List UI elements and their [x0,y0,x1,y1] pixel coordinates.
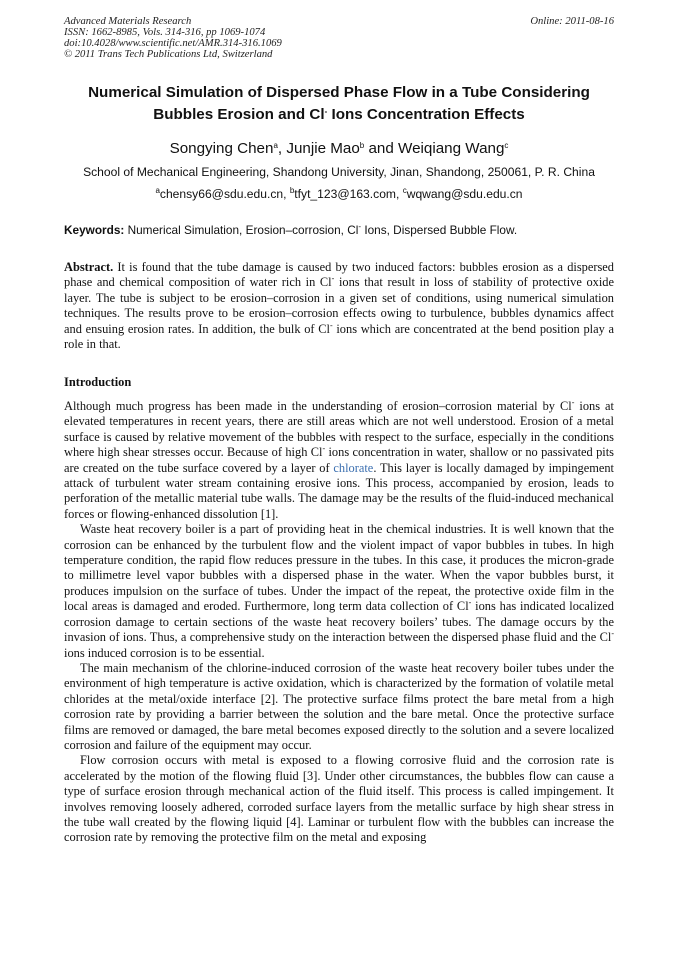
journal-copyright: © 2011 Trans Tech Publications Ltd, Switzerland [64,49,273,60]
paragraph: Waste heat recovery boiler is a part of providing heat in the chemical industries. It is well known that the corrosion can be enhanced by the turbulent flow and the violent impact of vapor bubbles in tubes. In high temperature condition, the rapid flow reduces pressure in the tubes. In this case, it produces the micron-grade to millimetre level vapor bubbles with a dispersed phase in the water. When the vapor bubbles burst, it produces impulsion on the surface of tubes. Under the impact of the repeat, the protective oxide film in the local areas is damaged and eroded. Furthermore, long term data collection of Cl- ions has indicated localized corrosion damage to certain sections of the waste heat recovery boilers’ tubes. The damage occurs by the invasion of ions. Thus, a comprehensive study on the interaction between the dispersed phase fluid and the Cl- ions induced corrosion is to be essential. [64,522,614,660]
paragraph: Although much progress has been made in the understanding of erosion–corrosion material by Cl- ions at elevated temperatures in recent years, there are still areas which are not well understood. Erosion of a metal surface is caused by relative movement of the bubbles with respect to the surface, especially in the conditions where high shear stresses occur. Because of high Cl- ions concentration in water, shallow or no passivated pits are created on the tube surface covered by a layer of chlorate. This layer is locally damaged by impingement attack of turbulent water stream containing erosive ions. This process, accompanied by erosion, leads to perforation of the metallic material tube walls. The damage may be the results of the fluid-induced mechanical forces or flowing-enhanced dissolution [1]. [64,398,615,521]
journal-header [64,16,282,60]
author-name: Songying Chen [169,140,274,157]
title-line-1: Numerical Simulation of Dispersed Phase Flow in a Tube Considering [88,84,590,101]
author-name: Weiqiang Wang [398,140,505,157]
author-emails: $^a$chensy66@sdu.edu.cn, $^b$tfyt_123@163.com, $^c$wqwang@sdu.edu.cn [155,186,523,201]
journal-doi: doi:10.4028/www.scientific.net/AMR.314-316.1069 [64,38,282,49]
email-link[interactable]: wqwang@sdu.edu.cn [406,187,523,201]
keywords-label: Keywords: [64,223,125,237]
chlorate-link[interactable]: chlorate [333,460,374,475]
keywords: Keywords: Numerical Simulation, Erosion–corrosion, Cl- Ions, Dispersed Bubble Flow. [64,222,518,237]
author-name: Junjie Mao [286,140,360,157]
paragraph: Flow corrosion occurs with metal is exposed to a flowing corrosive fluid and the corrosion rate is accelerated by the motion of the flowing fluid [3]. Under other circumstances, the bubbles flow can cause a type of surface erosion through mechanical action of the fluid itself. This process is called impingement. It involves removing loosely adhered, corroded surface layers from the metallic surface by high shear stress in the tube wall created by the flowing liquid [4]. Laminar or turbulent flow with the bubbles can increase the corrosion rate by removing the protective film on the metal and exposing [64,753,614,845]
title-line-2: Bubbles Erosion and Cl- Ions Concentration Effects [153,106,525,123]
affiliation: School of Mechanical Engineering, Shandong University, Jinan, Shandong, 250061, P. R. China [83,165,595,179]
paragraph: The main mechanism of the chlorine-induced corrosion of the waste heat recovery boiler tubes under the environment of high temperature is active oxidation, which is characterized by the formation of volatile metal chlorides at the metal/oxide interface [2]. The protective surface films protect the bare metal from a high corrosion rate by providing a barrier between the solution and the bare metal. Once the protective surface films are removed or damaged, the bare metal becomes exposed directly to the solution and a severe localized corrosion and failure of the equipment may occur. [64,660,614,752]
online-date: Online: 2011-08-16 [530,16,614,27]
abstract [64,260,614,352]
journal-name: Advanced Materials Research [64,16,192,27]
email-link[interactable]: tfyt_123@163.com, [294,187,403,201]
email-link[interactable]: chensy66@sdu.edu.cn, [159,187,290,201]
introduction-body [64,399,614,846]
journal-issn: ISSN: 1662-8985, Vols. 314-316, pp 1069-1074 [64,27,266,38]
abstract-text: Abstract. It is found that the tube damage is caused by two induced factors: bubbles erosion as a dispersed phase and chemical composition of water rich in Cl- ions that result in loss of stability of protective oxide layer. The tube is subject to be erosion–corrosion in a given set of conditions, using numerical simulation techniques. The results prove to be erosion–corrosion effects owing to turbulence, bubbles dynamics affect and ensuing erosion rates. In addition, the bulk of Cl- ions which are concentrated at the bend position play a role in that. [64,260,615,352]
abstract-label: Abstract. [64,260,114,274]
paper-title [50,82,628,126]
author-list: Songying Chen$^a$, Junjie Mao$^b$ and Weiqiang Wang$^c$ [169,140,509,157]
section-heading-introduction: Introduction [64,375,132,389]
